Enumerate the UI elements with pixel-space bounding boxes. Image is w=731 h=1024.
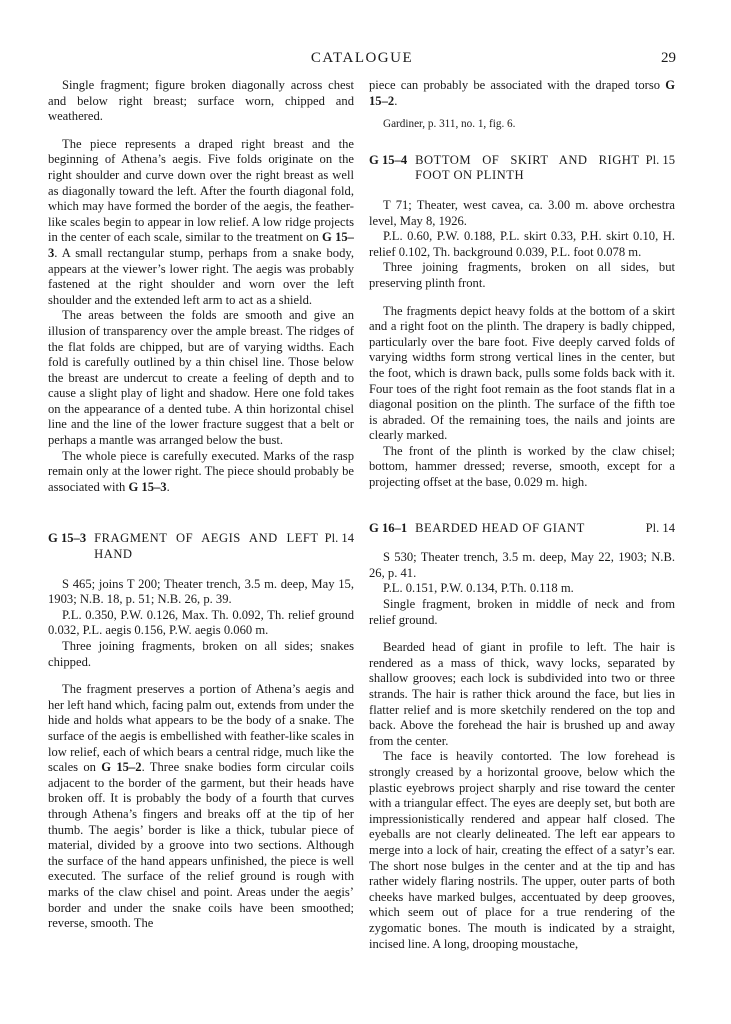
catalogue-entry-heading <box>369 521 675 537</box>
paragraph: Single fragment, broken in middle of neck and from relief ground. <box>369 597 675 627</box>
cross-reference: G 15–3 <box>128 479 167 494</box>
catalogue-entry-heading <box>48 531 354 562</box>
paragraph: The areas between the folds are smooth and give an illusion of transparency over the ample breast. The ridges of the flat folds are chipped, but are of varying widths. Each fold is carefully outlined by a thin chisel line. Those below the breast are undercut to create a feeling of depth and to cause a slight play of light and shadow. Here one fold takes on the appearance of a dented tube. A thin horizontal chisel line and the line of the lower fracture suggest that a belt or perhaps a mantle was arranged below the bust. <box>48 308 354 448</box>
bibliography: Gardiner, p. 311, no. 1, fig. 6. <box>383 118 516 131</box>
entry-title: BOTTOM OF SKIRT AND RIGHT FOOT ON PLINTH <box>415 152 640 183</box>
paragraph: Three joining fragments, broken on all sides; snakes chipped. <box>48 639 354 669</box>
paragraph: The fragments depict heavy folds at the bottom of a skirt and a right foot on the plinth. The drapery is badly chipped, particularly over the bare foot. Five deeply carved folds of varying widths form strong vertical lines in the center, but the foot, which is drawn back, pulls some folds back with it. Four toes of the right foot remain as the foot stands flat in a diagonal position on the plinth. The surface of the fifth toe is abraded. Of the remaining toes, the nails and joints are clearly marked. <box>369 303 675 443</box>
plate-reference: Pl. 14 <box>645 520 675 535</box>
entry-title: FRAGMENT OF AEGIS AND LEFT HAND <box>94 531 319 562</box>
cross-reference: G 15–2 <box>101 760 142 775</box>
right-column <box>369 78 675 952</box>
paragraph: Single fragment; figure broken diagonally across chest and below right breast; surface worn, chipped and weathered. <box>48 78 354 124</box>
cross-reference: G 15–3 <box>48 230 354 260</box>
paragraph: The whole piece is carefully executed. Marks of the rasp remain only at the lower right. The piece should probably be associated with G 15–3. <box>48 448 354 494</box>
paragraph: The front of the plinth is worked by the claw chisel; bottom, hammer dressed; reverse, smooth, except for a projecting offset at the base, 0.029 m. high. <box>369 443 675 490</box>
paragraph: Bearded head of giant in profile to left. The hair is rendered as a mass of thick, wavy locks, separated by shallow grooves; each lock is subdivided into two or three strands. The hair is rather thick around the face, but lies in flatter relief and is more sketchily rendered on the top and back. Above the forehead the hair is brushed up and away from the center. <box>369 640 675 748</box>
catalogue-entry-heading <box>369 153 675 184</box>
page-number: 29 <box>661 50 676 66</box>
paragraph: S 465; joins T 200; Theater trench, 3.5 m. deep, May 15, 1903; N.B. 18, p. 51; N.B. 26, p. 39. <box>48 576 354 607</box>
paragraph: P.L. 0.151, P.W. 0.134, P.Th. 0.118 m. <box>383 581 574 596</box>
running-head <box>48 50 676 70</box>
cross-reference: G 15–2 <box>369 78 675 108</box>
paragraph: The face is heavily contorted. The low forehead is strongly creased by a horizontal groove, below which the plastic eyebrows project sharply and rise toward the center with a triangular effect. The eyes are deeply set, but both are impressionistically rendered and appear half closed. The eyeballs are not clearly delineated. The left ear appears to merge into a lock of hair, creating the effect of a satyr’s ear. The short nose bulges in the center and at the tip and has rather widely flaring nostrils. The upper, outer parts of both cheeks have marked bulges, accentuated by deep grooves, which seem out of place for a true rendering of the zygomatic bones. The mouth is indicated by a straight, incised line. A long, drooping moustache, <box>369 749 675 951</box>
entry-code: G 16–1 <box>369 520 408 535</box>
plate-reference: Pl. 14 <box>324 531 354 546</box>
paragraph: T 71; Theater, west cavea, ca. 3.00 m. above orchestra level, May 8, 1926. <box>369 197 675 228</box>
paragraph: The piece represents a draped right breast and the beginning of Athena’s aegis. Five folds originate on the right shoulder and curve down over the right breast as well as diagonally toward the left. After the fourth diagonal fold, which may have formed the border of the aegis, the feather-like scales begin to appear in low relief. A low ridge projects in the center of each scale, similar to the treatment on G 15–3. A small rectangular stump, perhaps from a snake body, appears at the viewer’s lower right. The aegis was probably fastened at the right shoulder and worn over the left shoulder and the extended left arm to act as a shield. <box>48 136 354 307</box>
running-title: CATALOGUE <box>310 50 414 66</box>
left-column <box>48 78 354 932</box>
paragraph: P.L. 0.350, P.W. 0.126, Max. Th. 0.092, Th. relief ground 0.032, P.L. aegis 0.156, P.W. aegis 0.060 m. <box>48 607 354 638</box>
entry-title: BEARDED HEAD OF GIANT <box>415 520 585 535</box>
plate-reference: Pl. 15 <box>645 152 675 167</box>
paragraph: piece can probably be associated with the draped torso G 15–2. <box>369 78 675 108</box>
paragraph: S 530; Theater trench, 3.5 m. deep, May 22, 1903; N.B. 26, p. 41. <box>369 550 675 580</box>
paragraph: P.L. 0.60, P.W. 0.188, P.L. skirt 0.33, P.H. skirt 0.10, H. relief 0.102, Th. background 0.039, P.L. foot 0.078 m. <box>369 229 675 259</box>
entry-code: G 15–4 <box>369 152 408 167</box>
paragraph: The fragment preserves a portion of Athena’s aegis and her left hand which, facing palm out, extends from under the hide and holds what appears to be the body of a snake. The surface of the aegis is embellished with feather-like scales in low relief, each of which bears a central ridge, much like the scales on G 15–2. Three snake bodies form circular coils adjacent to the border of the garment, but their heads have broken off. It is probably the body of a fourth that curves through Athena’s fingers and breaks off at the tip of her thumb. The aegis’ border is like a thick, tubular piece of material, divided by a groove into two sections. Although the surface of the hand appears unfinished, the piece is well executed. The surface of the relief ground is rough with marks of the claw chisel and point. Areas under the aegis’ border and under the snake coils have been smoothed; reverse, smooth. The <box>48 682 354 931</box>
entry-code: G 15–3 <box>48 531 87 546</box>
paragraph: Three joining fragments, broken on all sides, but preserving plinth front. <box>369 260 675 290</box>
